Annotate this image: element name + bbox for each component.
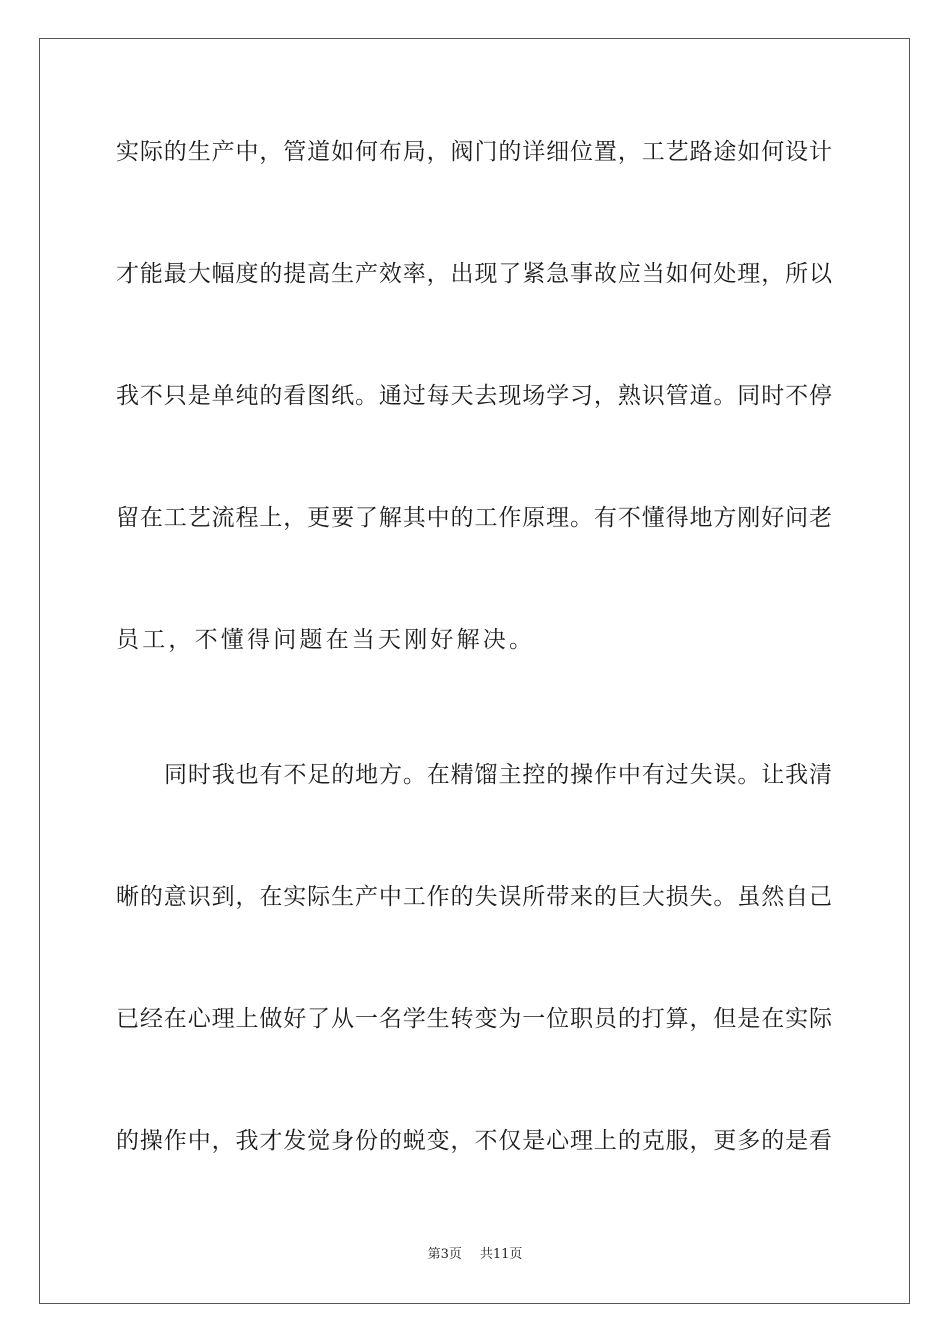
text-line: 留在工艺流程上，更要了解其中的工作原理。有不懂得地方刚好问老 [116, 505, 832, 531]
page-total: 共11页 [479, 1247, 523, 1262]
page-footer [0, 1246, 950, 1264]
paragraph-first-line: 同时我也有不足的地方。在精馏主控的操作中有过失误。让我清 [164, 762, 832, 788]
text-line: 的操作中，我才发觉身份的蜕变，不仅是心理上的克服，更多的是看 [116, 1128, 832, 1154]
text-line: 已经在心理上做好了从一名学生转变为一位职员的打算，但是在实际 [116, 1006, 832, 1032]
text-line: 实际的生产中，管道如何布局，阀门的详细位置，工艺路途如何设计 [116, 139, 832, 165]
text-line: 员工，不懂得问题在当天刚好解决。 [116, 627, 536, 653]
page-number: 第3页 [427, 1247, 462, 1262]
text-line: 晰的意识到，在实际生产中工作的失误所带来的巨大损失。虽然自己 [116, 884, 832, 910]
text-line: 才能最大幅度的提高生产效率，出现了紧急事故应当如何处理，所以 [116, 261, 832, 287]
page-frame [39, 38, 910, 1304]
text-line: 我不只是单纯的看图纸。通过每天去现场学习，熟识管道。同时不停 [116, 383, 832, 409]
